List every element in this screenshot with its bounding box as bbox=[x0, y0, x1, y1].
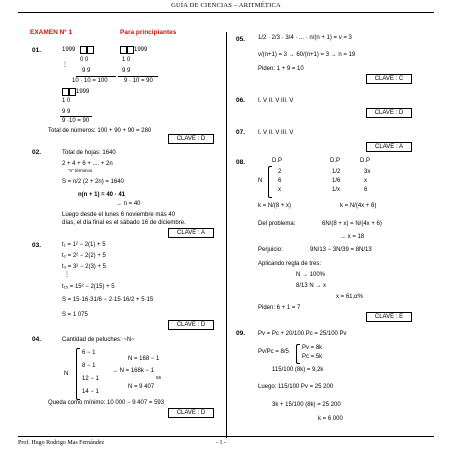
q05-number: 05. bbox=[236, 36, 246, 43]
q08-dp-1: D.P bbox=[272, 158, 283, 164]
q08-col3-0: 3x bbox=[364, 169, 371, 175]
q01-square-6 bbox=[68, 88, 76, 96]
q08-perjeq: 9N/13 − 3N/39 = 8N/13 bbox=[310, 247, 372, 253]
q08-k2: k = N/(4x + 6) bbox=[340, 203, 377, 209]
q02-line8: días, el día final es el sábado 16 de diciembre. bbox=[62, 220, 186, 226]
q01-range-a: 10 · 10 = 100 bbox=[72, 78, 108, 84]
q09-l3: 115/100 (8k) = 9,2k bbox=[272, 367, 324, 373]
q03-answer-key: CLAVE : D bbox=[168, 320, 214, 330]
q03-l5: t₁₅ = 15² − 2(15) + 5 bbox=[62, 284, 115, 290]
q02-line7: Luego desde el lunes 6 noviembre más 40 bbox=[62, 212, 176, 218]
q01-digits-b2: 9 9 bbox=[122, 68, 131, 74]
q04-line2: Queda como mínimo: 10 000 − 9 407 = 593 bbox=[48, 400, 165, 406]
q08-dp-2: D.P bbox=[330, 158, 341, 164]
q03-l2: t₂ = 2² − 2(2) + 5 bbox=[62, 253, 106, 259]
q04-brace bbox=[76, 348, 80, 400]
q08-xres: → x = 18 bbox=[340, 234, 365, 240]
q01-total: Total de números: 100 + 90 + 90 = 280 bbox=[48, 128, 152, 134]
q05-l1: 1/2 · 2/3 · 3/4 · ... · n/(n + 1) = v = 3 bbox=[258, 35, 352, 41]
q01-range-c: 9 ·10 = 90 bbox=[62, 118, 90, 124]
q01-digits-c2: 9 9 bbox=[62, 109, 71, 115]
exam-subtitle: Para principiantes bbox=[120, 29, 177, 36]
q05-l2: v/(n+1) = 3 → 60/(n+1) = 3 → n = 19 bbox=[258, 52, 356, 58]
q08-col3-1: x bbox=[364, 178, 367, 184]
column-divider bbox=[226, 32, 227, 438]
q08-r2: 8/13 N → x bbox=[296, 283, 327, 289]
q09-l2c: Pc = 5k bbox=[302, 354, 323, 360]
q04-b4: 14 − 1 bbox=[82, 389, 99, 395]
q08-col2-1: 1/6 bbox=[332, 178, 341, 184]
footer-author: Prof. Hugo Rodrigo Mas Fernández bbox=[18, 440, 105, 446]
q08-r1: N → 100% bbox=[296, 272, 326, 278]
q08-prob: Del problema: bbox=[258, 221, 296, 227]
q02-line2: 2 + 4 + 6 + .... + 2n bbox=[62, 161, 113, 167]
q08-eq: 6N/(8 + x) = N/(4x + 6) bbox=[322, 221, 382, 227]
q02-line3: "n" términos bbox=[68, 168, 93, 173]
q09-l5: 3k + 15/100 (8k) = 25 200 bbox=[272, 402, 341, 408]
exam-title: EXAMEN Nº 1 bbox=[30, 29, 73, 36]
q04-answer-key: CLAVE : D bbox=[168, 408, 214, 418]
q01-digits-b1: 1 0 bbox=[122, 57, 131, 63]
q09-l2b: Pv = 8k bbox=[302, 345, 323, 351]
q01-digits-a2: 9 9 bbox=[82, 68, 91, 74]
q03-l3: t₃ = 3² − 2(3) + 5 bbox=[62, 264, 106, 270]
q01-row1-a: 1999 bbox=[62, 47, 76, 53]
q02-line6: → n = 40 bbox=[116, 201, 141, 207]
q09-l4: Luego: 115/100 Pv = 25 200 bbox=[258, 384, 334, 390]
footer-page-number: - 1 - bbox=[216, 440, 226, 446]
q02-line4: S = n/2 (2 + 2n) = 1640 bbox=[62, 179, 124, 185]
q01-range-b: 9 · 10 = 90 bbox=[124, 78, 153, 84]
q05-l3: Piden: 1 + 9 = 10 bbox=[258, 66, 304, 72]
q05-answer-key: CLAVE : C bbox=[366, 74, 412, 84]
q08-r3: x = 61,α% bbox=[336, 294, 363, 300]
q08-col3-2: 6 bbox=[364, 187, 368, 193]
q01-row1-b: 1999 bbox=[134, 47, 148, 53]
q01-answer-key: CLAVE : D bbox=[168, 134, 214, 144]
q01-dots-a: ⋮ bbox=[62, 62, 68, 68]
q02-number: 02. bbox=[32, 149, 42, 156]
q08-number: 08. bbox=[236, 159, 246, 166]
q08-col1-2: x bbox=[278, 187, 281, 193]
q04-r2: → N = 168k − 1 bbox=[112, 368, 155, 374]
q04-r4: N = 9 407 bbox=[128, 384, 155, 390]
q08-col2-2: 1/x bbox=[332, 187, 341, 193]
q03-number: 03. bbox=[32, 242, 42, 249]
q01-row3: 1999 bbox=[76, 89, 90, 95]
page-header: GUÍA DE CIENCIAS – ARITMÉTICA bbox=[171, 2, 281, 9]
q02-line1: Total de hojas: 1640 bbox=[62, 150, 116, 156]
q09-l6: k = 6 000 bbox=[318, 416, 343, 422]
q04-b1: 6 − 1 bbox=[82, 350, 96, 356]
q01-square-2 bbox=[86, 46, 94, 54]
q01-digits-a1: 0 0 bbox=[80, 57, 89, 63]
footer-rule bbox=[18, 436, 434, 437]
q08-brace bbox=[268, 166, 272, 198]
q07-answer-key: CLAVE : A bbox=[366, 142, 412, 152]
q08-dp-3: D.P bbox=[360, 158, 371, 164]
q04-b2: 8 − 1 bbox=[82, 363, 96, 369]
q06-items: I. V II. V III. V bbox=[258, 98, 294, 104]
q01-rule-a bbox=[76, 76, 116, 77]
q07-items: I. V II. V III. V bbox=[258, 130, 294, 136]
q02-answer-key: CLAVE : A bbox=[168, 228, 214, 238]
q03-l1: t₁ = 1² − 2(1) + 5 bbox=[62, 242, 106, 248]
q02-line5: n(n + 1) = 40 · 41 bbox=[78, 192, 126, 198]
q01-rule-b bbox=[118, 76, 158, 77]
q08-answer-key: CLAVE : E bbox=[366, 312, 412, 322]
q01-square-4 bbox=[126, 46, 134, 54]
q04-b3: 12 − 1 bbox=[82, 376, 99, 382]
q03-l4: ⋮ bbox=[64, 272, 70, 278]
q09-number: 09. bbox=[236, 330, 246, 337]
q06-number: 06. bbox=[236, 97, 246, 104]
q04-line1: Cantidad de peluches: ~N~ bbox=[62, 337, 135, 343]
header-rule bbox=[18, 12, 434, 13]
q08-col1-0: 2 bbox=[278, 169, 282, 175]
q08-col2-0: 1/2 bbox=[332, 169, 341, 175]
q04-r1: N = 168 − 1 bbox=[128, 356, 160, 362]
q08-col1-1: 6 bbox=[278, 178, 282, 184]
q04-number: 04. bbox=[32, 336, 42, 343]
q08-k1: k = N/(8 + x) bbox=[258, 203, 292, 209]
q07-number: 07. bbox=[236, 129, 246, 136]
q03-l6: S = 15·16·31/6 − 2·15·16/2 + 5·15 bbox=[62, 297, 154, 303]
q08-n: N bbox=[258, 178, 263, 184]
q08-regla: Aplicando regla de tres: bbox=[258, 261, 322, 267]
q01-rule-c bbox=[60, 116, 92, 117]
q09-l1: Pv = Pc + 20/100 Pc = 25/100 Pv bbox=[258, 331, 347, 337]
q03-l7: S = 1 075 bbox=[62, 312, 88, 318]
q01-digits-c1: 1 0 bbox=[62, 98, 71, 104]
q06-answer-key: CLAVE : D bbox=[366, 108, 412, 118]
q04-r3: 56 bbox=[156, 375, 162, 380]
q09-brace bbox=[296, 344, 300, 364]
q08-piden: Piden: 6 + 1 = 7 bbox=[258, 305, 301, 311]
q08-perj: Perjuicio: bbox=[258, 247, 283, 253]
q01-number: 01. bbox=[32, 47, 42, 54]
q04-n: N bbox=[64, 371, 69, 377]
q09-l2a: Pv/Pc = 8/5 bbox=[258, 349, 289, 355]
